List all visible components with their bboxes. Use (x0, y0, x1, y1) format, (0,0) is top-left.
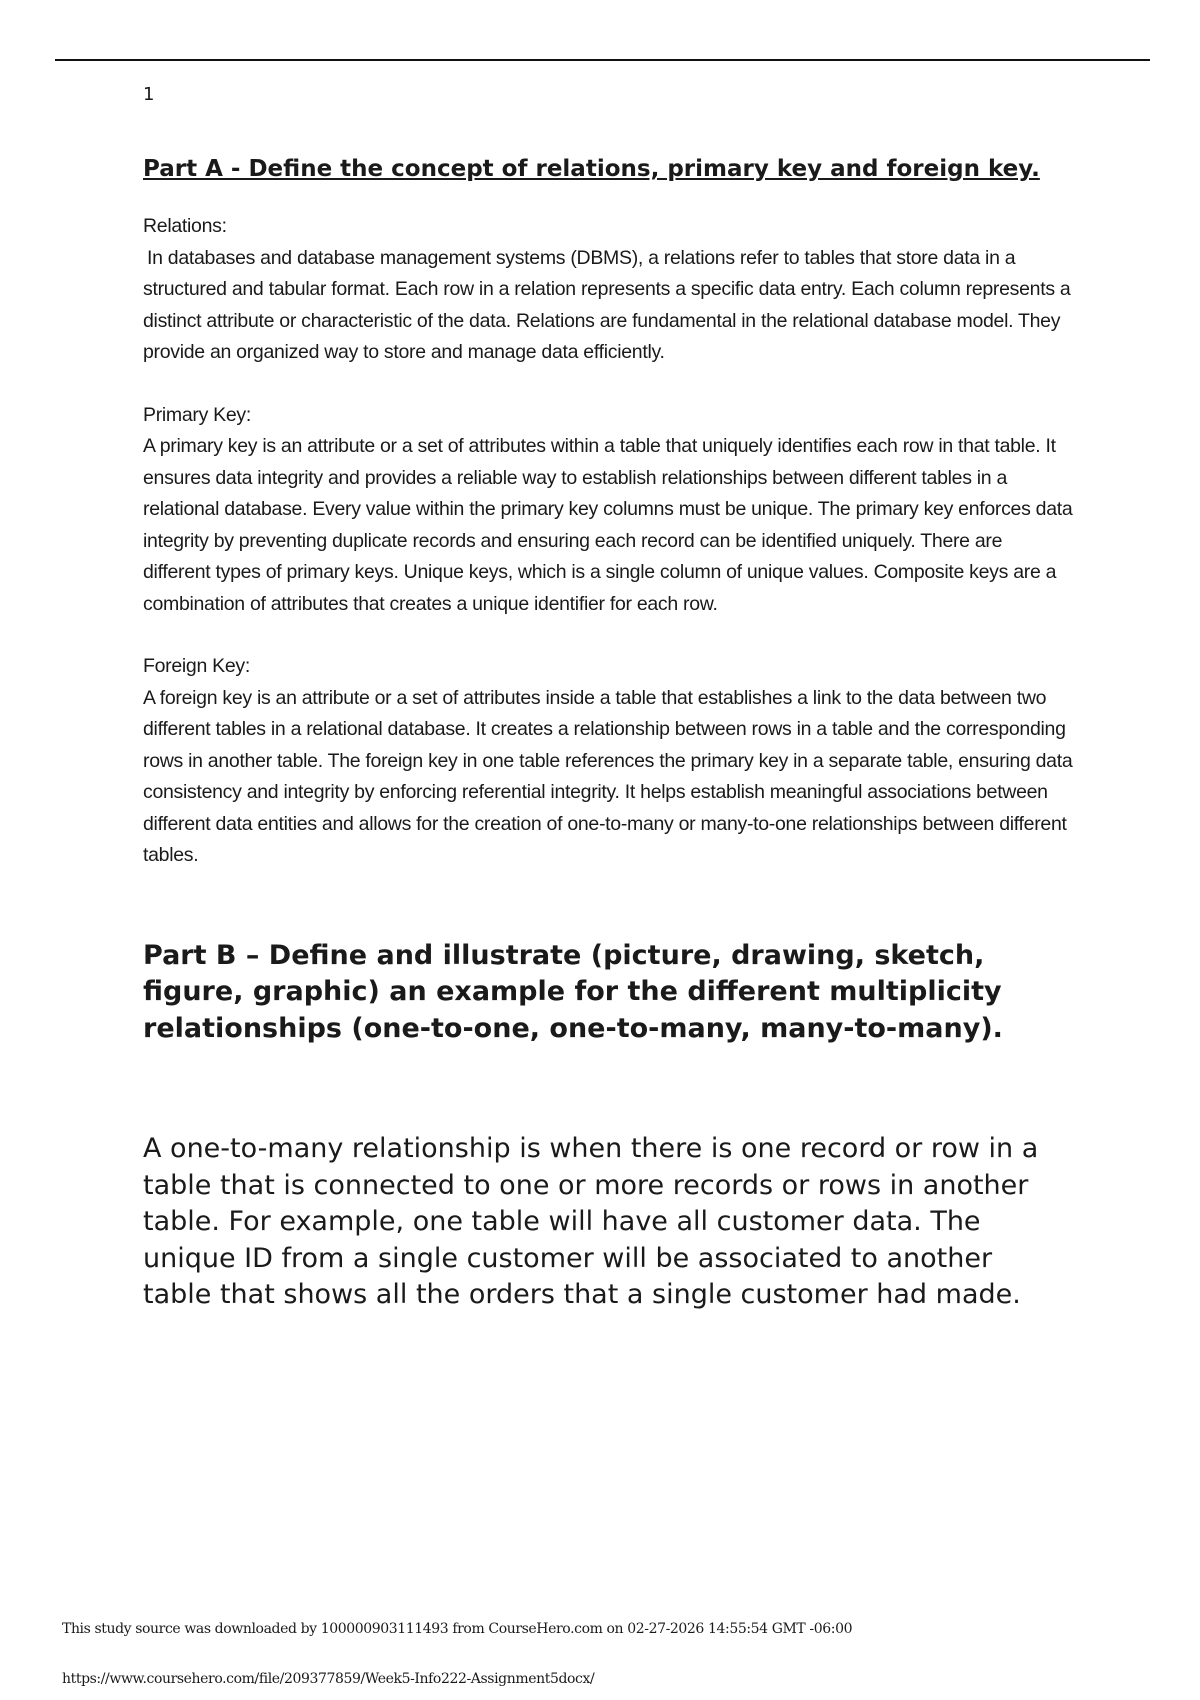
relations-label: Relations: (143, 215, 227, 237)
foreign-key-label: Foreign Key: (143, 655, 250, 677)
primary-key-body: A primary key is an attribute or a set of attributes within a table that uniquely identifies each row in that table. It ensures data integrity and provides a reliable way to establish relationships between different tables in a relational database. Every value within the primary key columns must be unique. The primary key enforces data integrity by preventing duplicate records and ensuring each record can be identified uniquely. There are different types of primary keys. Unique keys, which is a single column of unique values. Composite keys are a combination of attributes that creates a unique identifier for each row. (143, 435, 1073, 615)
primary-key-label: Primary Key: (143, 403, 252, 426)
document-body (143, 154, 1073, 1314)
part-b-heading-emphasis: illustrate (picture, drawing, sketch, figure, graphic) (143, 939, 985, 1007)
primary-key-section (143, 400, 1073, 621)
part-b-heading-text-1: – Define and (236, 939, 443, 971)
footer-url: https://www.coursehero.com/file/209377859/Week5-Info222-Assignment5docx/ (62, 1671, 595, 1687)
footer-source-notice: This study source was downloaded by 100000903111493 from CourseHero.com on 02-27-2026 14:55:54 GMT -06:00 (62, 1621, 853, 1637)
part-b-heading-text-2: an example for the different multiplicity relationships (one-to-one, one-to-many, many-to-many). (143, 976, 1003, 1044)
foreign-key-body: A foreign key is an attribute or a set of attributes inside a table that establishes a link to the data between two different tables in a relational database. It creates a relationship between rows in a table and the corresponding rows in another table. The foreign key in one table references the primary key in a separate table, ensuring data consistency and integrity by enforcing referential integrity. It helps establish meaningful associations between different data entities and allows for the creation of one-to-many or many-to-one relationships between different tables. (143, 686, 1073, 866)
part-a-heading: Part A - Define the concept of relations, primary key and foreign key. (143, 156, 1040, 182)
part-b-heading (143, 938, 1063, 1048)
part-b-body: A one-to-many relationship is when there is one record or row in a table that is connected to one or more records or rows in another table. For example, one table will have all customer data. The unique ID from a single customer will be associated to another table that shows all the orders that a single customer had made. (143, 1133, 1039, 1310)
page-number: 1 (143, 84, 155, 105)
top-rule (55, 59, 1150, 61)
relations-section (143, 211, 1073, 369)
relations-body: In databases and database management systems (DBMS), a relations refer to tables that store data in a structured and tabular format. Each row in a relation represents a specific data entry. Each column represents a distinct attribute or characteristic of the data. Relations are fundamental in the relational database model. They provide an organized way to store and manage data efficiently. (143, 246, 1071, 363)
part-b-heading-label: Part B (143, 939, 237, 971)
foreign-key-section (143, 651, 1073, 872)
